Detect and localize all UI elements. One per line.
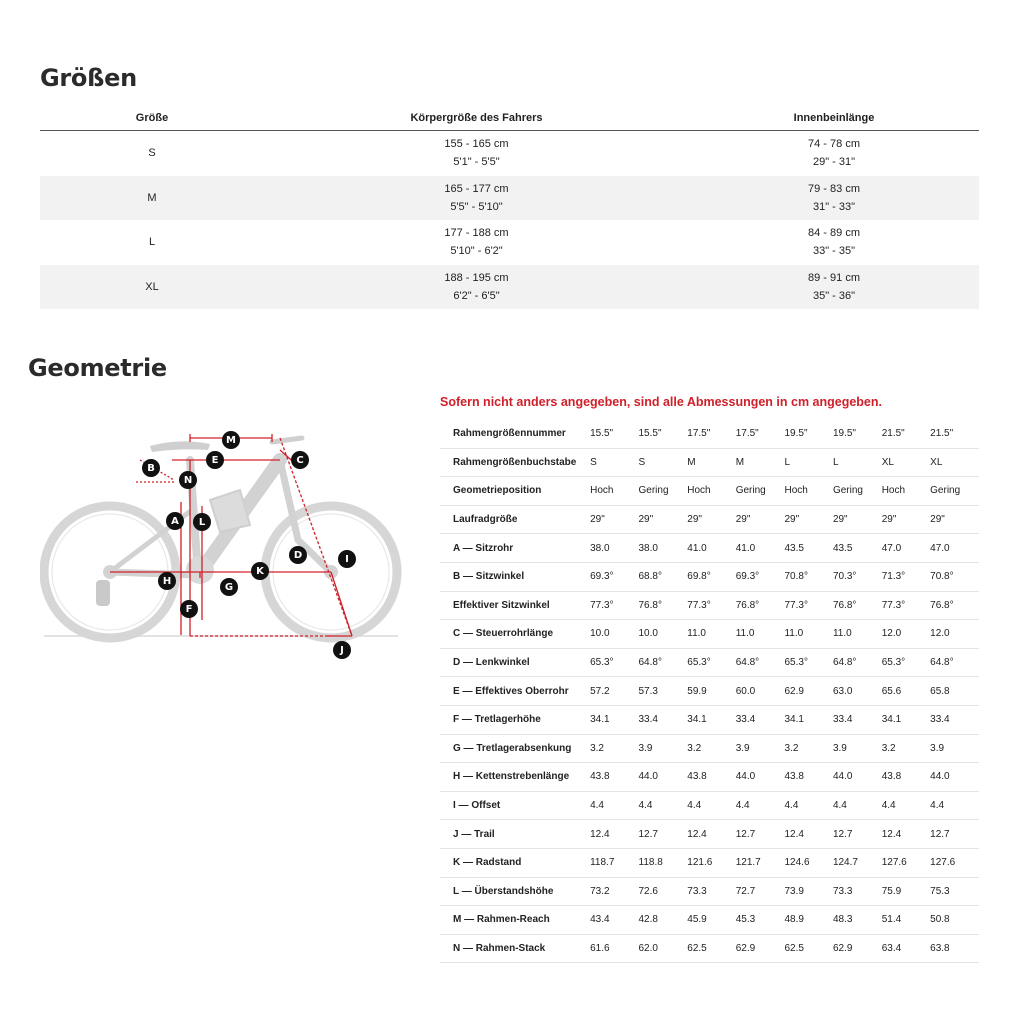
geometry-value: 63.0 — [833, 677, 882, 706]
geometry-value: 4.4 — [590, 791, 638, 820]
geometry-value: 64.8° — [930, 648, 979, 677]
inseam-in: 29" - 31" — [812, 156, 856, 169]
geometry-value: 57.3 — [639, 677, 688, 706]
geometry-value: 124.7 — [833, 848, 882, 877]
geometry-value: 19.5" — [784, 420, 832, 448]
geometry-value: 17.5" — [736, 420, 785, 448]
inseam-cm: 89 - 91 cm — [808, 272, 860, 285]
geometry-value: 47.0 — [930, 534, 979, 563]
geometry-label: Effektiver Sitzwinkel — [440, 591, 590, 620]
bike-geometry-diagram — [40, 420, 420, 670]
geometry-label: Rahmengrößennummer — [440, 420, 590, 448]
geometry-row — [440, 677, 979, 706]
inseam-cell — [689, 220, 979, 265]
geometry-value: 12.4 — [882, 820, 930, 849]
geometry-value: 41.0 — [687, 534, 735, 563]
geometry-value: 50.8 — [930, 906, 979, 935]
sizes-row — [40, 131, 979, 176]
rider-height-cm: 177 - 188 cm — [444, 227, 509, 240]
geometry-value: 29" — [687, 505, 735, 534]
geometry-value: 64.8° — [736, 648, 785, 677]
geometry-row — [440, 705, 979, 734]
geometry-row — [440, 591, 979, 620]
sizes-title: Größen — [40, 64, 137, 92]
callout-j — [333, 641, 351, 659]
sizes-header-row — [40, 106, 979, 131]
geometry-value: 75.3 — [930, 877, 979, 906]
callout-b — [142, 459, 160, 477]
svg-text:I: I — [345, 554, 349, 565]
geometry-value: 29" — [784, 505, 832, 534]
geometry-value: 77.3° — [687, 591, 735, 620]
geometry-value: 15.5" — [639, 420, 688, 448]
geometry-row — [440, 734, 979, 763]
geometry-value: 3.9 — [833, 734, 882, 763]
geometry-value: Hoch — [784, 477, 832, 506]
geometry-value: 65.3° — [687, 648, 735, 677]
rider-height-ft: 6'2" - 6'5" — [453, 290, 500, 303]
geometry-label: G — Tretlagerabsenkung — [440, 734, 590, 763]
geometry-label: Rahmengrößenbuchstabe — [440, 448, 590, 477]
geometry-value: 47.0 — [882, 534, 930, 563]
geometry-label: M — Rahmen-Reach — [440, 906, 590, 935]
geometry-value: 71.3° — [882, 562, 930, 591]
geometry-value: 38.0 — [639, 534, 688, 563]
geometry-value: 65.3° — [784, 648, 832, 677]
sizes-header-rider-height: Körpergröße des Fahrers — [264, 106, 689, 131]
callout-c — [291, 451, 309, 469]
bike-illustration — [44, 438, 398, 638]
geometry-value: 4.4 — [736, 791, 785, 820]
geometry-value: 62.9 — [736, 934, 785, 963]
geometry-units-note: Sofern nicht anders angegeben, sind alle Abmessungen in cm angegeben. — [440, 395, 882, 409]
geometry-value: 73.2 — [590, 877, 638, 906]
geometry-value: 73.3 — [833, 877, 882, 906]
geometry-value: 33.4 — [639, 705, 688, 734]
geometry-value: 48.3 — [833, 906, 882, 935]
geometry-value: 62.5 — [784, 934, 832, 963]
svg-text:M: M — [226, 435, 236, 446]
geometry-row — [440, 562, 979, 591]
inseam-in: 33" - 35" — [812, 245, 856, 258]
geometry-value: 11.0 — [687, 620, 735, 649]
geometry-value: 3.9 — [639, 734, 688, 763]
geometry-value: 51.4 — [882, 906, 930, 935]
callout-f — [180, 600, 198, 618]
geometry-value: 10.0 — [590, 620, 638, 649]
geometry-label: D — Lenkwinkel — [440, 648, 590, 677]
geometry-table — [440, 420, 979, 963]
geometry-value: 29" — [639, 505, 688, 534]
geometry-value: L — [833, 448, 882, 477]
callout-i — [338, 550, 356, 568]
geometry-value: M — [687, 448, 735, 477]
geometry-value: 72.6 — [639, 877, 688, 906]
geometry-value: 48.9 — [784, 906, 832, 935]
svg-text:L: L — [198, 517, 206, 528]
geometry-value: 4.4 — [687, 791, 735, 820]
geometry-value: 11.0 — [784, 620, 832, 649]
geometry-value: 76.8° — [736, 591, 785, 620]
geometry-value: 12.7 — [736, 820, 785, 849]
inseam-cm: 79 - 83 cm — [808, 182, 860, 195]
geometry-value: Gering — [833, 477, 882, 506]
geometry-row — [440, 448, 979, 477]
geometry-value: 77.3° — [882, 591, 930, 620]
geometry-row — [440, 848, 979, 877]
geometry-value: 70.3° — [833, 562, 882, 591]
callout-k — [251, 562, 269, 580]
geometry-value: 33.4 — [930, 705, 979, 734]
geometry-label: H — Kettenstrebenlänge — [440, 763, 590, 792]
geometry-value: 3.9 — [736, 734, 785, 763]
geometry-value: 4.4 — [882, 791, 930, 820]
geometry-row — [440, 534, 979, 563]
geometry-value: 72.7 — [736, 877, 785, 906]
svg-text:D: D — [293, 550, 303, 561]
geometry-value: 70.8° — [930, 562, 979, 591]
geometry-value: 3.2 — [784, 734, 832, 763]
geometry-value: 73.3 — [687, 877, 735, 906]
geometry-value: 64.8° — [833, 648, 882, 677]
callout-l — [193, 513, 211, 531]
geometry-value: 29" — [833, 505, 882, 534]
geometry-value: Gering — [736, 477, 785, 506]
geometry-value: 73.9 — [784, 877, 832, 906]
svg-text:G: G — [224, 582, 234, 593]
geometry-value: 12.0 — [930, 620, 979, 649]
geometry-value: 70.8° — [784, 562, 832, 591]
geometry-row — [440, 477, 979, 506]
geometry-value: 17.5" — [687, 420, 735, 448]
geometry-value: 4.4 — [639, 791, 688, 820]
geometry-value: 65.3° — [882, 648, 930, 677]
geometry-value: 29" — [882, 505, 930, 534]
rider-height-ft: 5'5" - 5'10" — [450, 200, 503, 213]
geometry-value: 64.8° — [639, 648, 688, 677]
geometry-value: 34.1 — [784, 705, 832, 734]
geometry-value: 38.0 — [590, 534, 638, 563]
geometry-value: Gering — [639, 477, 688, 506]
geometry-value: 121.7 — [736, 848, 785, 877]
svg-text:N: N — [183, 475, 193, 486]
callout-m — [222, 431, 240, 449]
callout-g — [220, 578, 238, 596]
geometry-value: 127.6 — [930, 848, 979, 877]
svg-text:B: B — [147, 463, 155, 474]
geometry-value: 45.3 — [736, 906, 785, 935]
sizes-row — [40, 220, 979, 265]
inseam-cell — [689, 176, 979, 221]
geometry-row — [440, 420, 979, 448]
callout-n — [179, 471, 197, 489]
geometry-value: 44.0 — [833, 763, 882, 792]
inseam-cm: 74 - 78 cm — [808, 138, 860, 151]
geometry-value: 3.9 — [930, 734, 979, 763]
inseam-in: 35" - 36" — [812, 290, 856, 303]
geometry-value: 3.2 — [882, 734, 930, 763]
geometry-value: 42.8 — [639, 906, 688, 935]
geometry-value: 4.4 — [930, 791, 979, 820]
sizes-body — [40, 131, 979, 310]
geometry-value: 21.5" — [930, 420, 979, 448]
sizes-header-size: Größe — [40, 106, 264, 131]
geometry-value: 121.6 — [687, 848, 735, 877]
geometry-value: Gering — [930, 477, 979, 506]
rider-height-cell — [264, 265, 689, 310]
geometry-value: 41.0 — [736, 534, 785, 563]
geometry-value: 34.1 — [590, 705, 638, 734]
geometry-value: 33.4 — [833, 705, 882, 734]
inseam-cell — [689, 131, 979, 176]
geometry-label: F — Tretlagerhöhe — [440, 705, 590, 734]
sizes-header-inseam: Innenbeinlänge — [689, 106, 979, 131]
geometry-label: B — Sitzwinkel — [440, 562, 590, 591]
rider-height-cm: 188 - 195 cm — [444, 272, 509, 285]
geometry-value: 12.4 — [687, 820, 735, 849]
geometry-value: 76.8° — [930, 591, 979, 620]
geometry-value: 43.8 — [590, 763, 638, 792]
geometry-value: 12.4 — [784, 820, 832, 849]
callout-e — [206, 451, 224, 469]
geometry-value: 43.8 — [687, 763, 735, 792]
geometry-value: 43.4 — [590, 906, 638, 935]
geometry-value: L — [784, 448, 832, 477]
geometry-value: 44.0 — [639, 763, 688, 792]
geometry-label: K — Radstand — [440, 848, 590, 877]
geometry-value: 118.8 — [639, 848, 688, 877]
geometry-value: 69.3° — [590, 562, 638, 591]
callout-d — [289, 546, 307, 564]
geometry-value: 62.5 — [687, 934, 735, 963]
geometry-label: Geometrieposition — [440, 477, 590, 506]
rider-height-ft: 5'10" - 6'2" — [450, 245, 503, 258]
geometry-value: 12.7 — [639, 820, 688, 849]
size-cell: S — [148, 147, 156, 160]
geometry-value: S — [590, 448, 638, 477]
svg-text:F: F — [185, 604, 193, 615]
geometry-value: 12.0 — [882, 620, 930, 649]
rider-height-cm: 155 - 165 cm — [444, 138, 509, 151]
geometry-label: E — Effektives Oberrohr — [440, 677, 590, 706]
geometry-value: 4.4 — [833, 791, 882, 820]
geometry-value: 3.2 — [687, 734, 735, 763]
geometry-value: 124.6 — [784, 848, 832, 877]
geometry-row — [440, 934, 979, 963]
geometry-value: 21.5" — [882, 420, 930, 448]
geometry-value: 63.8 — [930, 934, 979, 963]
geometry-value: 63.4 — [882, 934, 930, 963]
geometry-body — [440, 420, 979, 963]
geometry-value: 43.8 — [784, 763, 832, 792]
rider-height-cell — [264, 176, 689, 221]
geometry-row — [440, 877, 979, 906]
callout-a — [166, 512, 184, 530]
geometry-value: 57.2 — [590, 677, 638, 706]
inseam-cm: 84 - 89 cm — [808, 227, 860, 240]
geometry-value: Hoch — [590, 477, 638, 506]
geometry-label: A — Sitzrohr — [440, 534, 590, 563]
geometry-value: 34.1 — [687, 705, 735, 734]
geometry-row — [440, 648, 979, 677]
geometry-label: L — Überstandshöhe — [440, 877, 590, 906]
geometry-value: 12.7 — [930, 820, 979, 849]
geometry-value: S — [639, 448, 688, 477]
geometry-value: 12.4 — [590, 820, 638, 849]
geometry-value: XL — [882, 448, 930, 477]
rider-height-ft: 5'1" - 5'5" — [453, 156, 500, 169]
geometry-value: 33.4 — [736, 705, 785, 734]
sizes-row — [40, 265, 979, 310]
rider-height-cell — [264, 131, 689, 176]
geometry-value: 62.0 — [639, 934, 688, 963]
geometry-value: 62.9 — [784, 677, 832, 706]
geometry-row — [440, 505, 979, 534]
geometry-value: 62.9 — [833, 934, 882, 963]
geometry-value: 15.5" — [590, 420, 638, 448]
geometry-value: 127.6 — [882, 848, 930, 877]
geometry-value: 76.8° — [639, 591, 688, 620]
geometry-value: 44.0 — [930, 763, 979, 792]
geometry-value: 43.5 — [833, 534, 882, 563]
geometry-row — [440, 791, 979, 820]
geometry-label: N — Rahmen-Stack — [440, 934, 590, 963]
geometry-label: I — Offset — [440, 791, 590, 820]
geometry-value: 65.8 — [930, 677, 979, 706]
size-cell: XL — [40, 265, 264, 310]
sizes-row — [40, 176, 979, 221]
geometry-value: 65.6 — [882, 677, 930, 706]
geometry-value: 60.0 — [736, 677, 785, 706]
geometry-value: 11.0 — [736, 620, 785, 649]
geometry-value: 43.5 — [784, 534, 832, 563]
geometry-value: 75.9 — [882, 877, 930, 906]
geometry-value: 19.5" — [833, 420, 882, 448]
inseam-cell — [689, 265, 979, 310]
geometry-value: 29" — [590, 505, 638, 534]
geometry-row — [440, 820, 979, 849]
geometry-value: 12.7 — [833, 820, 882, 849]
geometry-label: Laufradgröße — [440, 505, 590, 534]
geometry-label: C — Steuerrohrlänge — [440, 620, 590, 649]
geometry-value: M — [736, 448, 785, 477]
svg-text:K: K — [256, 566, 264, 577]
svg-text:A: A — [171, 516, 179, 527]
size-cell: M — [40, 176, 264, 221]
geometry-value: 77.3° — [590, 591, 638, 620]
geometry-value: 69.8° — [687, 562, 735, 591]
geometry-value: 118.7 — [590, 848, 638, 877]
geometry-value: 29" — [736, 505, 785, 534]
geometry-row — [440, 763, 979, 792]
geometry-value: Hoch — [687, 477, 735, 506]
geometry-value: 61.6 — [590, 934, 638, 963]
geometry-value: 3.2 — [590, 734, 638, 763]
geometry-value: 4.4 — [784, 791, 832, 820]
geometry-value: 68.8° — [639, 562, 688, 591]
geometry-value: 77.3° — [784, 591, 832, 620]
geometry-value: 65.3° — [590, 648, 638, 677]
svg-text:E: E — [211, 455, 219, 466]
geometry-label: J — Trail — [440, 820, 590, 849]
rider-height-cm: 165 - 177 cm — [444, 182, 509, 195]
geometry-value: XL — [930, 448, 979, 477]
svg-text:C: C — [296, 455, 304, 466]
geometry-value: 11.0 — [833, 620, 882, 649]
sizes-table — [40, 106, 979, 309]
size-cell: L — [148, 236, 156, 249]
geometry-value: 34.1 — [882, 705, 930, 734]
geometry-value: 76.8° — [833, 591, 882, 620]
svg-text:H: H — [162, 576, 172, 587]
geometry-value: 29" — [930, 505, 979, 534]
geometry-value: Hoch — [882, 477, 930, 506]
geometry-value: 45.9 — [687, 906, 735, 935]
rider-height-cell — [264, 220, 689, 265]
svg-text:J: J — [340, 645, 344, 656]
callout-h — [158, 572, 176, 590]
geometry-value: 69.3° — [736, 562, 785, 591]
geometry-value: 59.9 — [687, 677, 735, 706]
geometry-value: 43.8 — [882, 763, 930, 792]
geometry-row — [440, 906, 979, 935]
inseam-in: 31" - 33" — [812, 200, 856, 213]
geometry-value: 10.0 — [639, 620, 688, 649]
geometry-value: 44.0 — [736, 763, 785, 792]
geometry-title: Geometrie — [28, 354, 167, 382]
geometry-row — [440, 620, 979, 649]
